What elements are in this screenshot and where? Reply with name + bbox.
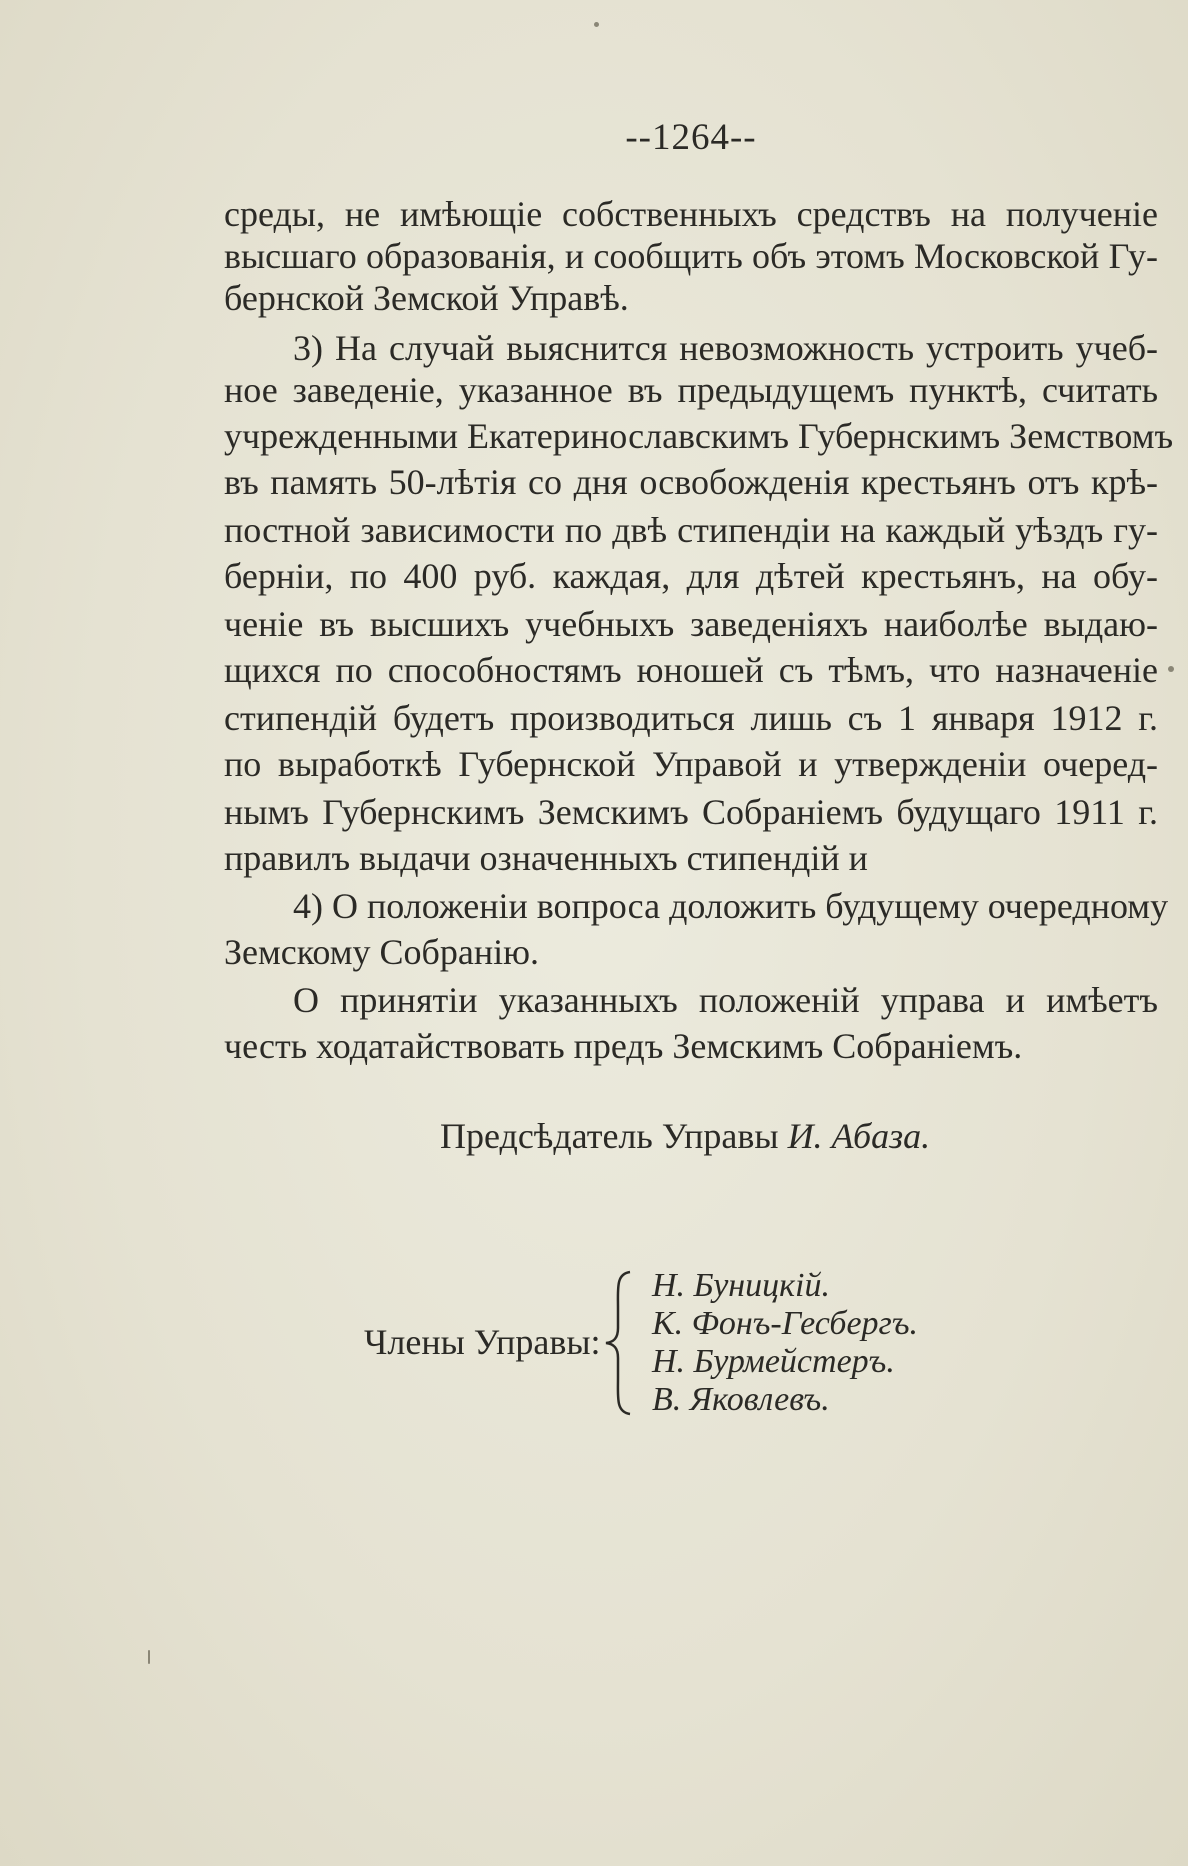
member-name-4: В. Яковлевъ.: [652, 1381, 830, 1418]
member-name-1: Н. Буницкій.: [652, 1267, 831, 1304]
paper-speck: [594, 22, 599, 27]
paper-speck: [1168, 666, 1174, 672]
signature-name: И. Абаза.: [787, 1116, 931, 1156]
member-name-3: Н. Бурмейстеръ.: [652, 1343, 895, 1380]
body-line-13: по выработкѣ Губернской Управой и утвержденіи очеред-: [224, 744, 1158, 784]
body-line-8: постной зависимости по двѣ стипендіи на каждый уѣздъ гу-: [224, 510, 1158, 550]
page-number: --1264--: [625, 117, 757, 158]
body-line-6: учрежденными Екатеринославскимъ Губернскимъ Земствомъ: [224, 416, 1174, 456]
body-line-17: Земскому Собранію.: [224, 932, 539, 972]
body-line-19: честь ходатайствовать предъ Земскимъ Собраніемъ.: [224, 1026, 1023, 1066]
body-line-15: правилъ выдачи означенныхъ стипендій и: [224, 838, 868, 878]
body-line-1: среды, не имѣющіе собственныхъ средствъ на полученіе: [224, 194, 1158, 234]
member-name-2: К. Фонъ-Гесбергъ.: [652, 1305, 918, 1342]
paper-speck: [148, 1650, 150, 1664]
body-line-12: стипендій будетъ производиться лишь съ 1 января 1912 г.: [224, 698, 1158, 738]
body-line-9: берніи, по 400 руб. каждая, для дѣтей крестьянъ, на обу-: [224, 556, 1158, 596]
signature-title: Предсѣдатель Управы: [440, 1116, 779, 1156]
body-line-16: 4) О положеніи вопроса доложить будущему очередному: [293, 886, 1169, 926]
body-line-3: бернской Земской Управѣ.: [224, 278, 629, 318]
body-line-14: нымъ Губернскимъ Земскимъ Собраніемъ будущаго 1911 г.: [224, 792, 1158, 832]
chairman-signature: [220, 1110, 1154, 1162]
body-line-5: ное заведеніе, указанное въ предыдущемъ пунктѣ, считать: [224, 370, 1158, 410]
members-label: Члены Управы:: [364, 1322, 601, 1362]
body-line-7: въ память 50-лѣтія со дня освобожденія крестьянъ отъ крѣ-: [224, 462, 1158, 502]
body-line-2: высшаго образованія, и сообщить объ этомъ Московской Гу-: [224, 236, 1158, 276]
body-line-10: ченіе въ высшихъ учебныхъ заведеніяхъ наиболѣе выдаю-: [224, 604, 1158, 644]
body-line-4: 3) На случай выяснится невозможность устроить учеб-: [293, 328, 1158, 368]
body-line-11: щихся по способностямъ юношей съ тѣмъ, что назначеніе: [224, 650, 1158, 690]
body-line-18: О принятіи указанныхъ положеній управа и имѣетъ: [293, 980, 1158, 1020]
curly-brace-icon: [600, 1268, 640, 1418]
